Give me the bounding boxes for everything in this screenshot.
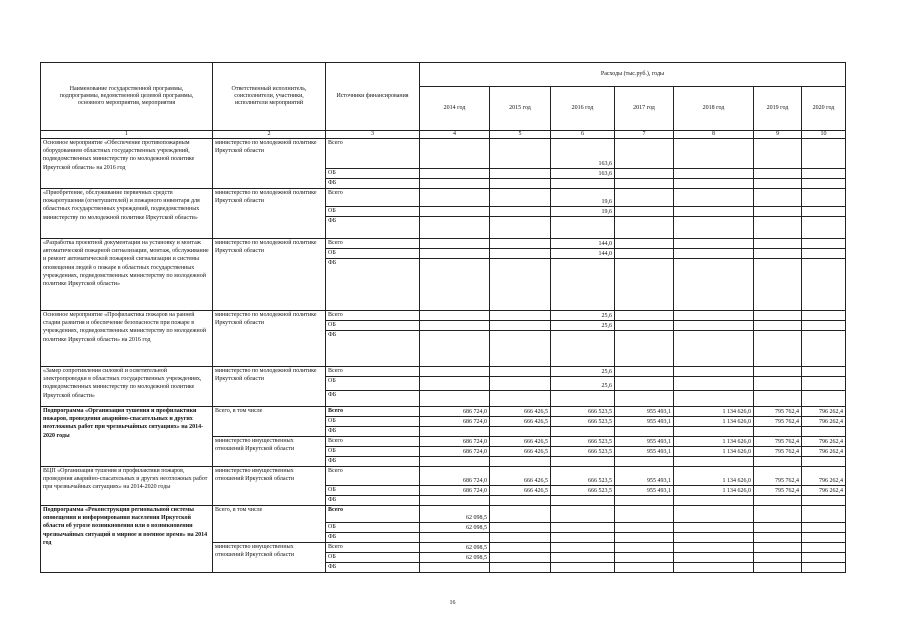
- amount-cell: [802, 533, 846, 543]
- amount-cell: [754, 367, 802, 377]
- amount-cell: 163,6: [551, 139, 615, 169]
- executor: Всего, в том числе: [213, 407, 326, 437]
- amount-cell: [802, 169, 846, 179]
- amount-cell: [615, 189, 674, 207]
- header-year: 2018 год: [674, 87, 754, 131]
- amount-cell: [802, 523, 846, 533]
- amount-cell: 666 426,5: [490, 447, 551, 457]
- amount-cell: [420, 563, 490, 573]
- amount-cell: [674, 189, 754, 207]
- header-year: 2016 год: [551, 87, 615, 131]
- amount-cell: [490, 139, 551, 169]
- amount-cell: 796 262,4: [802, 486, 846, 496]
- amount-cell: [674, 533, 754, 543]
- amount-cell: [420, 189, 490, 207]
- amount-cell: [802, 189, 846, 207]
- amount-cell: [674, 496, 754, 506]
- executor: министерство имущественных отношений Иркутской области: [213, 543, 326, 573]
- amount-cell: [615, 391, 674, 407]
- header-source: Источники финансирования: [326, 63, 420, 131]
- amount-cell: [615, 179, 674, 189]
- amount-cell: 795 762,4: [754, 417, 802, 427]
- amount-cell: [674, 239, 754, 249]
- column-index: 1: [41, 131, 213, 139]
- amount-cell: [615, 533, 674, 543]
- amount-cell: [420, 259, 490, 311]
- amount-cell: [551, 457, 615, 467]
- amount-cell: [754, 249, 802, 259]
- amount-cell: 666 523,5: [551, 486, 615, 496]
- amount-cell: 955 493,1: [615, 467, 674, 486]
- amount-cell: [420, 169, 490, 179]
- column-index: 9: [754, 131, 802, 139]
- column-index: 2: [213, 131, 326, 139]
- program-name: Основное мероприятие «Профилактика пожаров на ранней стадии развития и обеспечение безопасности при пожаре в учреждениях, подведомственных министерству по молодежной политике Иркутской области» на 2016 год: [41, 311, 213, 367]
- funding-source: Всего: [326, 189, 420, 207]
- amount-cell: 686 724,0: [420, 486, 490, 496]
- amount-cell: [754, 331, 802, 367]
- header-year: 2015 год: [490, 87, 551, 131]
- amount-cell: 666 426,5: [490, 417, 551, 427]
- amount-cell: 795 762,4: [754, 486, 802, 496]
- amount-cell: 62 098,5: [420, 523, 490, 533]
- amount-cell: [420, 457, 490, 467]
- amount-cell: [420, 367, 490, 377]
- funding-source: Всего: [326, 139, 420, 169]
- executor: министерство по молодежной политике Иркутской области: [213, 367, 326, 407]
- amount-cell: [551, 553, 615, 563]
- amount-cell: [754, 377, 802, 391]
- column-index: 6: [551, 131, 615, 139]
- amount-cell: [674, 217, 754, 239]
- funding-source: Всего: [326, 467, 420, 486]
- amount-cell: [754, 321, 802, 331]
- amount-cell: 955 493,1: [615, 417, 674, 427]
- amount-cell: 666 523,5: [551, 467, 615, 486]
- budget-table: [40, 62, 846, 573]
- funding-source: ФБ: [326, 427, 420, 437]
- amount-cell: [420, 331, 490, 367]
- amount-cell: 1 134 626,0: [674, 467, 754, 486]
- amount-cell: [420, 321, 490, 331]
- amount-cell: [615, 207, 674, 217]
- funding-source: ФБ: [326, 533, 420, 543]
- amount-cell: 62 098,5: [420, 506, 490, 523]
- amount-cell: 666 426,5: [490, 486, 551, 496]
- amount-cell: [802, 496, 846, 506]
- amount-cell: [674, 427, 754, 437]
- amount-cell: [615, 331, 674, 367]
- amount-cell: [754, 239, 802, 249]
- amount-cell: [615, 563, 674, 573]
- amount-cell: [551, 179, 615, 189]
- amount-cell: 19,6: [551, 207, 615, 217]
- amount-cell: [420, 391, 490, 407]
- amount-cell: [490, 321, 551, 331]
- amount-cell: [615, 377, 674, 391]
- amount-cell: 666 523,5: [551, 437, 615, 447]
- amount-cell: [802, 506, 846, 523]
- amount-cell: [615, 367, 674, 377]
- funding-source: ФБ: [326, 179, 420, 189]
- funding-source: ФБ: [326, 563, 420, 573]
- amount-cell: [551, 563, 615, 573]
- amount-cell: [754, 457, 802, 467]
- amount-cell: [754, 533, 802, 543]
- amount-cell: [490, 543, 551, 553]
- amount-cell: [802, 543, 846, 553]
- amount-cell: [802, 553, 846, 563]
- amount-cell: 1 134 626,0: [674, 417, 754, 427]
- program-name: «Разработка проектной документации на установку и монтаж автоматической пожарной сигнализации, монтаж, обслуживание и ремонт автоматической пожарной сигнализации и системы оповещения людей о пожаре в областных государственных учреждениях, подведомственных министерству по молодежной политике Иркутской области»: [41, 239, 213, 311]
- table-row: [41, 139, 846, 169]
- header-year: 2017 год: [615, 87, 674, 131]
- amount-cell: 144,0: [551, 239, 615, 249]
- amount-cell: 163,6: [551, 169, 615, 179]
- amount-cell: [420, 377, 490, 391]
- amount-cell: [674, 543, 754, 553]
- amount-cell: [615, 553, 674, 563]
- amount-cell: [490, 496, 551, 506]
- amount-cell: 25,6: [551, 311, 615, 321]
- amount-cell: [754, 391, 802, 407]
- column-index: 10: [802, 131, 846, 139]
- funding-source: ОБ: [326, 447, 420, 457]
- amount-cell: [802, 331, 846, 367]
- amount-cell: [615, 217, 674, 239]
- amount-cell: [802, 217, 846, 239]
- amount-cell: [754, 207, 802, 217]
- amount-cell: 666 523,5: [551, 447, 615, 457]
- amount-cell: 795 762,4: [754, 437, 802, 447]
- amount-cell: 955 493,1: [615, 437, 674, 447]
- amount-cell: [490, 533, 551, 543]
- table-row: [41, 367, 846, 377]
- amount-cell: [802, 563, 846, 573]
- amount-cell: [490, 179, 551, 189]
- amount-cell: 955 493,1: [615, 447, 674, 457]
- funding-source: ОБ: [326, 486, 420, 496]
- program-name: Подпрограмма «Реконструкция региональной системы оповещения и информирования населения Иркутской области об угрозе возникновения или о возникновении чрезвычайных ситуаций в мирное и военное время» на 2014 год: [41, 506, 213, 573]
- amount-cell: [674, 553, 754, 563]
- amount-cell: [490, 523, 551, 533]
- executor: министерство имущественных отношений Иркутской области: [213, 437, 326, 467]
- amount-cell: 795 762,4: [754, 447, 802, 457]
- amount-cell: [490, 563, 551, 573]
- amount-cell: 25,6: [551, 377, 615, 391]
- amount-cell: [754, 189, 802, 207]
- amount-cell: 796 262,4: [802, 467, 846, 486]
- amount-cell: [420, 427, 490, 437]
- funding-source: Всего: [326, 543, 420, 553]
- amount-cell: [490, 457, 551, 467]
- amount-cell: [674, 563, 754, 573]
- funding-source: ОБ: [326, 523, 420, 533]
- amount-cell: [754, 259, 802, 311]
- amount-cell: [615, 321, 674, 331]
- amount-cell: [420, 311, 490, 321]
- amount-cell: [802, 457, 846, 467]
- program-name: «Замер сопротивления силовой и осветительной электропроводки в областных государственных учреждениях, подведомственных министерству по молодежной политике Иркутской области»: [41, 367, 213, 407]
- amount-cell: [615, 311, 674, 321]
- amount-cell: [420, 207, 490, 217]
- amount-cell: [754, 311, 802, 321]
- amount-cell: [802, 139, 846, 169]
- funding-source: Всего: [326, 239, 420, 249]
- amount-cell: 1 134 626,0: [674, 437, 754, 447]
- amount-cell: [674, 311, 754, 321]
- amount-cell: [674, 331, 754, 367]
- amount-cell: [615, 543, 674, 553]
- amount-cell: [754, 169, 802, 179]
- amount-cell: [551, 496, 615, 506]
- table-row: [41, 467, 846, 486]
- program-name: «Приобретение, обслуживание первичных средств пожаротушения (огнетушителей) и пожарного инвентаря для областных государственных учреждений, подведомственных министерству по молодежной политике Иркутской области»: [41, 189, 213, 239]
- amount-cell: [674, 179, 754, 189]
- amount-cell: 1 134 626,0: [674, 486, 754, 496]
- amount-cell: 1 134 626,0: [674, 407, 754, 417]
- amount-cell: [490, 331, 551, 367]
- table-row: [41, 407, 846, 417]
- amount-cell: 795 762,4: [754, 467, 802, 486]
- executor: министерство по молодежной политике Иркутской области: [213, 311, 326, 367]
- amount-cell: [551, 217, 615, 239]
- amount-cell: 1 134 626,0: [674, 447, 754, 457]
- executor: министерство имущественных отношений Иркутской области: [213, 467, 326, 506]
- amount-cell: 144,0: [551, 249, 615, 259]
- amount-cell: [490, 367, 551, 377]
- amount-cell: [802, 391, 846, 407]
- amount-cell: [490, 506, 551, 523]
- program-name: Подпрограмма «Организация тушения и профилактики пожаров, проведения аварийно-спасательных и других неотложных работ при чрезвычайных ситуациях» на 2014-2020 годы: [41, 407, 213, 467]
- amount-cell: [802, 367, 846, 377]
- amount-cell: 25,6: [551, 367, 615, 377]
- amount-cell: [420, 239, 490, 249]
- funding-source: ФБ: [326, 259, 420, 311]
- amount-cell: [490, 207, 551, 217]
- amount-cell: [551, 259, 615, 311]
- amount-cell: [420, 217, 490, 239]
- amount-cell: [551, 331, 615, 367]
- funding-source: Всего: [326, 506, 420, 523]
- table-row: [41, 239, 846, 249]
- amount-cell: [754, 496, 802, 506]
- amount-cell: [490, 391, 551, 407]
- column-index: 3: [326, 131, 420, 139]
- amount-cell: [490, 259, 551, 311]
- amount-cell: 955 493,1: [615, 407, 674, 417]
- page-number: 16: [449, 600, 456, 606]
- column-index: 8: [674, 131, 754, 139]
- funding-source: Всего: [326, 437, 420, 447]
- table-row: [41, 311, 846, 321]
- funding-source: Всего: [326, 311, 420, 321]
- amount-cell: [802, 377, 846, 391]
- amount-cell: [551, 523, 615, 533]
- amount-cell: [615, 259, 674, 311]
- amount-cell: 686 724,0: [420, 467, 490, 486]
- amount-cell: 796 262,4: [802, 447, 846, 457]
- amount-cell: [420, 179, 490, 189]
- amount-cell: [802, 311, 846, 321]
- funding-source: Всего: [326, 407, 420, 417]
- amount-cell: [551, 506, 615, 523]
- amount-cell: [674, 321, 754, 331]
- amount-cell: [615, 427, 674, 437]
- executor: министерство по молодежной политике Иркутской области: [213, 189, 326, 239]
- column-index: 5: [490, 131, 551, 139]
- executor: Всего, в том числе: [213, 506, 326, 543]
- amount-cell: [674, 259, 754, 311]
- program-name: ВЦП «Организация тушения и профилактики пожаров, проведения аварийно-спасательных и других неотложных работ при чрезвычайных ситуациях» на 2014-2020 годы: [41, 467, 213, 506]
- amount-cell: [615, 457, 674, 467]
- amount-cell: [674, 377, 754, 391]
- amount-cell: 62 098,5: [420, 543, 490, 553]
- amount-cell: 796 262,4: [802, 417, 846, 427]
- amount-cell: [802, 321, 846, 331]
- funding-source: ФБ: [326, 391, 420, 407]
- funding-source: ФБ: [326, 217, 420, 239]
- amount-cell: [551, 543, 615, 553]
- amount-cell: 25,6: [551, 321, 615, 331]
- amount-cell: 666 426,5: [490, 467, 551, 486]
- funding-source: ОБ: [326, 249, 420, 259]
- amount-cell: [674, 249, 754, 259]
- amount-cell: [754, 563, 802, 573]
- amount-cell: [615, 496, 674, 506]
- funding-source: ОБ: [326, 377, 420, 391]
- amount-cell: 62 098,5: [420, 553, 490, 563]
- amount-cell: [615, 506, 674, 523]
- amount-cell: [490, 249, 551, 259]
- amount-cell: [754, 543, 802, 553]
- amount-cell: [490, 217, 551, 239]
- amount-cell: [420, 139, 490, 169]
- amount-cell: [802, 259, 846, 311]
- header-executor: Ответственный исполнитель, соисполнители, участники, исполнители мероприятий: [213, 63, 326, 131]
- amount-cell: [615, 139, 674, 169]
- amount-cell: 19,6: [551, 189, 615, 207]
- amount-cell: 796 262,4: [802, 407, 846, 417]
- funding-source: ФБ: [326, 496, 420, 506]
- amount-cell: [802, 427, 846, 437]
- amount-cell: 666 523,5: [551, 407, 615, 417]
- amount-cell: [490, 169, 551, 179]
- amount-cell: [490, 377, 551, 391]
- amount-cell: 666 426,5: [490, 437, 551, 447]
- amount-cell: 795 762,4: [754, 407, 802, 417]
- amount-cell: 796 262,4: [802, 437, 846, 447]
- amount-cell: 666 523,5: [551, 417, 615, 427]
- amount-cell: [674, 207, 754, 217]
- funding-source: ОБ: [326, 321, 420, 331]
- amount-cell: [802, 249, 846, 259]
- header-year: 2020 год: [802, 87, 846, 131]
- amount-cell: 666 426,5: [490, 407, 551, 417]
- executor: министерство по молодежной политике Иркутской области: [213, 139, 326, 189]
- funding-source: ФБ: [326, 331, 420, 367]
- funding-source: ОБ: [326, 207, 420, 217]
- funding-source: ФБ: [326, 457, 420, 467]
- program-name: Основное мероприятие «Обеспечение противопожарным оборудованием областных государственных учреждений, подведомственных министерству по молодежной политике Иркутской области» на 2016 год: [41, 139, 213, 189]
- amount-cell: [754, 217, 802, 239]
- executor: министерство по молодежной политике Иркутской области: [213, 239, 326, 311]
- amount-cell: [754, 427, 802, 437]
- amount-cell: [490, 239, 551, 249]
- amount-cell: [420, 533, 490, 543]
- amount-cell: [674, 457, 754, 467]
- amount-cell: [754, 523, 802, 533]
- amount-cell: [551, 427, 615, 437]
- amount-cell: 686 724,0: [420, 417, 490, 427]
- amount-cell: [754, 139, 802, 169]
- funding-source: ОБ: [326, 553, 420, 563]
- amount-cell: 686 724,0: [420, 437, 490, 447]
- amount-cell: [490, 189, 551, 207]
- amount-cell: [802, 239, 846, 249]
- header-name: Наименование государственной программы, подпрограммы, ведомственной целевой программы, основного мероприятия, мероприятия: [41, 63, 213, 131]
- amount-cell: [674, 169, 754, 179]
- amount-cell: [551, 533, 615, 543]
- amount-cell: [615, 523, 674, 533]
- funding-source: Всего: [326, 367, 420, 377]
- funding-source: ОБ: [326, 169, 420, 179]
- amount-cell: [674, 391, 754, 407]
- amount-cell: [674, 506, 754, 523]
- amount-cell: [420, 496, 490, 506]
- amount-cell: [615, 239, 674, 249]
- amount-cell: [674, 523, 754, 533]
- amount-cell: [490, 311, 551, 321]
- amount-cell: [420, 249, 490, 259]
- amount-cell: 686 724,0: [420, 447, 490, 457]
- amount-cell: [615, 169, 674, 179]
- amount-cell: 686 724,0: [420, 407, 490, 417]
- amount-cell: [754, 553, 802, 563]
- amount-cell: [490, 427, 551, 437]
- column-index: 7: [615, 131, 674, 139]
- amount-cell: [551, 391, 615, 407]
- amount-cell: [754, 179, 802, 189]
- amount-cell: [674, 139, 754, 169]
- header-expenses: Расходы (тыс.руб.), годы: [420, 63, 846, 87]
- amount-cell: [802, 179, 846, 189]
- table-row: [41, 189, 846, 207]
- amount-cell: 955 493,1: [615, 486, 674, 496]
- amount-cell: [754, 506, 802, 523]
- header-year: 2014 год: [420, 87, 490, 131]
- table-row: [41, 506, 846, 523]
- header-year: 2019 год: [754, 87, 802, 131]
- funding-source: ОБ: [326, 417, 420, 427]
- amount-cell: [615, 249, 674, 259]
- amount-cell: [674, 367, 754, 377]
- column-index: 4: [420, 131, 490, 139]
- amount-cell: [802, 207, 846, 217]
- amount-cell: [490, 553, 551, 563]
